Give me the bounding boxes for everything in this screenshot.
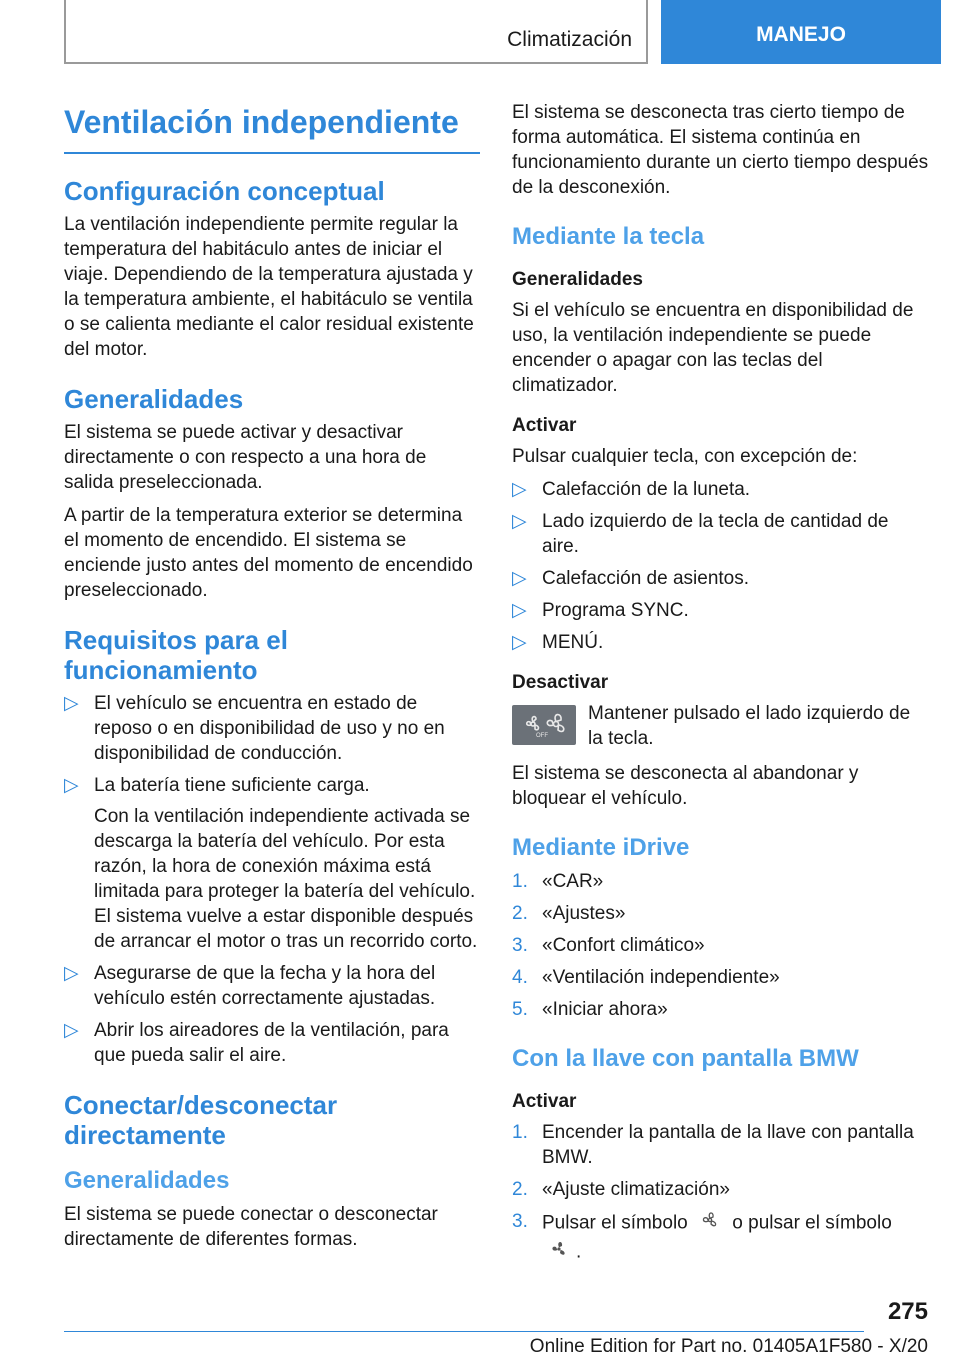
left-column <box>64 100 480 1260</box>
list-item: ▷ La batería tiene suficiente carga. Con la ventilación independiente activada se descarga la batería del vehículo. Por esta razón, la hora de conexión máxima está limitada para proteger la batería del vehículo. El sistema vuelve a estar disponible después de arrancar el motor o tras un recorrido corto. <box>64 773 480 954</box>
list-item: ▷ Calefacción de la luneta. <box>512 479 751 500</box>
paragraph-generalidades-tecla: Si el vehículo se encuentra en disponibilidad de uso, la ventilación independiente se puede encender o apagar con las teclas del climatizador. <box>512 300 914 396</box>
heading-desactivar: Desactivar <box>512 672 609 693</box>
list-item: ▷ MENÚ. <box>512 632 604 653</box>
paragraph-generalidades-2: A partir de la temperatura exterior se determina el momento de encendido. El sistema se enciende justo antes del momento de encendido preseleccionado. <box>64 505 473 601</box>
footer-divider <box>64 1331 864 1332</box>
list-item: 4. «Ventilación independiente» <box>512 967 780 988</box>
list-item: 5. «Iniciar ahora» <box>512 999 668 1020</box>
page-number: 275 <box>887 1298 928 1325</box>
bullet-marker: ▷ <box>512 632 527 653</box>
list-item-note: Con la ventilación independiente activada se descarga la batería del vehículo. Por esta razón, la hora de conexión máxima está limitada para proteger la batería del vehículo. El sistema vuelve a estar disponible después de arrancar el motor o tras un recorrido corto. <box>94 806 478 952</box>
page-title: Ventilación independiente <box>64 100 480 154</box>
header-section-box <box>64 0 648 64</box>
list-item: 2. «Ajuste climatización» <box>512 1179 730 1200</box>
bullet-marker: ▷ <box>64 693 79 714</box>
heading-generalidades: Generalidades <box>64 384 244 414</box>
bullet-marker: ▷ <box>512 568 527 589</box>
right-column <box>512 100 930 1275</box>
heading-requisitos: Requisitos para el funcionamiento <box>64 625 288 685</box>
fan-icon <box>548 1238 570 1267</box>
header-section-title: Climatización <box>507 28 632 51</box>
requisitos-list <box>64 691 480 1068</box>
bullet-marker: ▷ <box>512 479 527 500</box>
list-item: 3. Pulsar el símbolo o pulsar el símbolo . <box>512 1209 930 1267</box>
bullet-marker: ▷ <box>64 1020 79 1041</box>
idrive-steps <box>512 869 930 1022</box>
list-item: ▷ El vehículo se encuentra en estado de reposo o en disponibilidad de uso y no en disponibilidad de conducción. <box>64 693 445 764</box>
heading-mediante-idrive: Mediante iDrive <box>512 834 690 861</box>
heading-mediante-tecla: Mediante la tecla <box>512 223 705 250</box>
list-item: ▷ Calefacción de asientos. <box>512 568 750 589</box>
activar-list <box>512 477 930 655</box>
heading-activar: Activar <box>512 415 577 436</box>
heading-conectar: Conectar/desconectar directamente <box>64 1090 338 1150</box>
llave-steps <box>512 1120 930 1267</box>
paragraph-activar: Pulsar cualquier tecla, con excepción de: <box>512 446 858 467</box>
list-item: 1. Encender la pantalla de la llave con pantalla BMW. <box>512 1122 914 1168</box>
paragraph-desconecta: El sistema se desconecta tras cierto tiempo de forma automática. El sistema continúa en funcionamiento durante un cierto tiempo después de la desconexión. <box>512 102 929 198</box>
bullet-marker: ▷ <box>512 511 527 532</box>
heading-configuracion: Configuración conceptual <box>64 176 385 206</box>
paragraph-generalidades-1: El sistema se puede activar y desactivar directamente o con respecto a una hora de salida preseleccionada. <box>64 422 427 493</box>
list-item: 1. «CAR» <box>512 871 604 892</box>
desactivar-row <box>512 701 930 751</box>
footer-edition: Online Edition for Part no. 01405A1F580 - X/20 <box>529 1336 928 1357</box>
bullet-marker: ▷ <box>64 963 79 984</box>
bullet-marker: ▷ <box>64 775 79 796</box>
desactivar-text: Mantener pulsado el lado izquierdo de la tecla. <box>588 703 911 749</box>
heading-activar-llave: Activar <box>512 1091 577 1112</box>
paragraph-configuracion: La ventilación independiente permite regular la temperatura del habitáculo antes de iniciar el viaje. Dependiendo de la temperatura ajustada y la temperatura ambiente, el habitáculo se ventila o se calienta mediante el calor residual existente del motor. <box>64 214 474 360</box>
list-item: ▷ Programa SYNC. <box>512 600 689 621</box>
subheading-generalidades: Generalidades <box>64 1167 230 1194</box>
fan-outline-icon <box>699 1209 721 1238</box>
header-tab-manejo: MANEJO <box>661 0 941 64</box>
list-item: ▷ Abrir los aireadores de la ventilación, para que pueda salir el aire. <box>64 1020 449 1066</box>
svg-text:OFF: OFF <box>536 733 548 739</box>
list-item: ▷ Asegurarse de que la fecha y la hora del vehículo estén correctamente ajustadas. <box>64 963 436 1009</box>
list-item: 3. «Confort climático» <box>512 935 705 956</box>
list-item: 2. «Ajustes» <box>512 903 626 924</box>
bullet-marker: ▷ <box>512 600 527 621</box>
list-item: ▷ Lado izquierdo de la tecla de cantidad de aire. <box>512 511 889 557</box>
heading-generalidades-tecla: Generalidades <box>512 269 643 290</box>
paragraph-desactivar: El sistema se desconecta al abandonar y bloquear el vehículo. <box>512 763 859 809</box>
heading-llave-bmw: Con la llave con pantalla BMW <box>512 1045 859 1072</box>
paragraph-conectar: El sistema se puede conectar o desconectar directamente de diferentes formas. <box>64 1204 438 1250</box>
fan-off-icon <box>512 705 576 745</box>
